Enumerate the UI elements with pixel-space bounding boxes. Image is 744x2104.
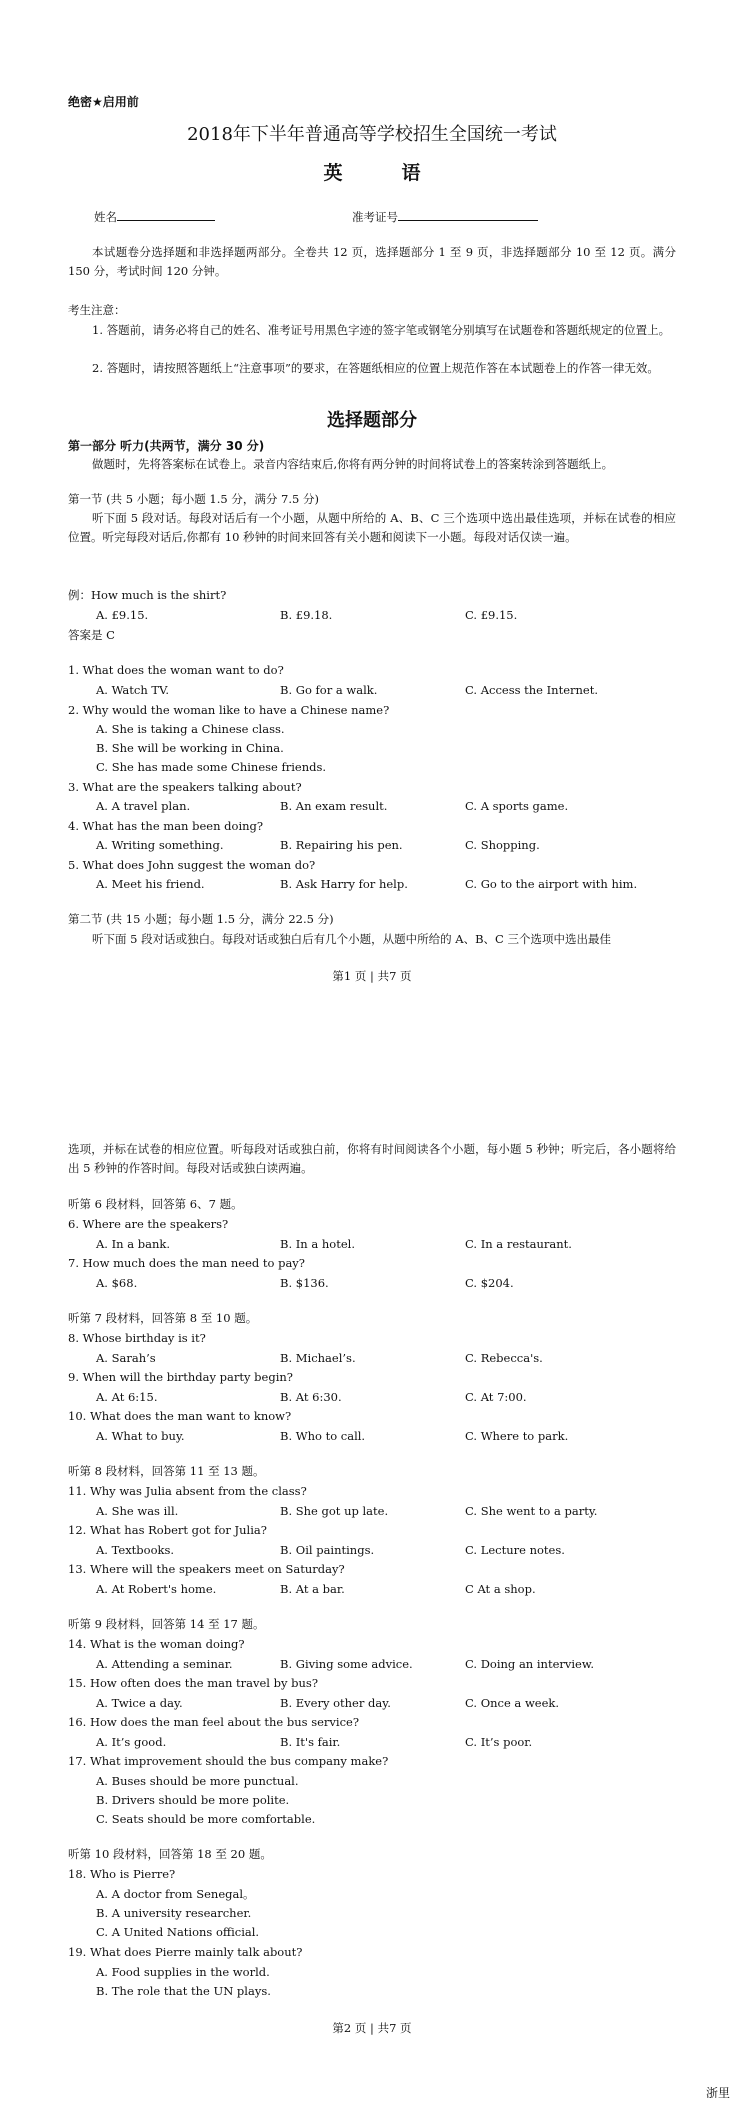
name-blank	[117, 208, 215, 221]
id-field	[352, 208, 538, 225]
material-8-heading: 听第 8 段材料，回答第 11 至 13 题。	[68, 1464, 265, 1478]
question-1: 1. What does the woman want to do?	[68, 663, 284, 677]
name-field	[94, 208, 215, 225]
q7-option-c: C. $204.	[465, 1276, 514, 1290]
notice-item-1: 1. 答题前，请务必将自己的姓名、准考证号用黑色字迹的签字笔或钢笔分别填写在试题卷和答题纸规定的位置上。	[92, 323, 671, 337]
q14-option-b: B. Giving some advice.	[280, 1657, 413, 1671]
q8-option-b: B. Michael’s.	[280, 1351, 356, 1365]
material-9-heading: 听第 9 段材料，回答第 14 至 17 题。	[68, 1617, 265, 1631]
q19-option-b: B. The role that the UN plays.	[96, 1984, 271, 1998]
q17-option-a: A. Buses should be more punctual.	[96, 1774, 299, 1788]
part1-instruction: 做题时，先将答案标在试卷上。录音内容结束后,你将有两分钟的时间将试卷上的答案转涂到答题纸上。	[92, 457, 614, 471]
q18-option-c: C. A United Nations official.	[96, 1925, 260, 1939]
q5-option-a: A. Meet his friend.	[96, 877, 205, 891]
confidential-mark: 绝密★启用前	[68, 95, 139, 109]
question-8: 8. Whose birthday is it?	[68, 1331, 206, 1345]
question-18: 18. Who is Pierre?	[68, 1867, 176, 1881]
q16-option-a: A. It’s good.	[96, 1735, 167, 1749]
question-10: 10. What does the man want to know?	[68, 1409, 292, 1423]
question-9: 9. When will the birthday party begin?	[68, 1370, 293, 1384]
q18-option-b: B. A university researcher.	[96, 1906, 252, 1920]
question-2: 2. Why would the woman like to have a Chinese name?	[68, 703, 390, 717]
intro-paragraph: 本试题卷分选择题和非选择题两部分。全卷共 12 页，选择题部分 1 至 9 页，非选择题部分 10 至 12 页。满分 150 分，考试时间 120 分钟。	[68, 245, 676, 278]
part1-title: 第一部分 听力(共两节，满分 30 分)	[68, 439, 265, 453]
q11-option-a: A. She was ill.	[96, 1504, 179, 1518]
q18-option-a: A. A doctor from Senegal。	[96, 1887, 255, 1901]
question-13: 13. Where will the speakers meet on Saturday?	[68, 1562, 345, 1576]
example-answer: 答案是 C	[68, 628, 115, 642]
q6-option-c: C. In a restaurant.	[465, 1237, 572, 1251]
q6-option-a: A. In a bank.	[96, 1237, 170, 1251]
q8-option-c: C. Rebecca's.	[465, 1351, 543, 1365]
q19-option-a: A. Food supplies in the world.	[96, 1965, 270, 1979]
q5-option-b: B. Ask Harry for help.	[280, 877, 408, 891]
notice-item-2: 2. 答题时，请按照答题纸上“注意事项”的要求，在答题纸相应的位置上规范作答在本试题卷上的作答一律无效。	[92, 361, 659, 375]
question-11: 11. Why was Julia absent from the class?	[68, 1484, 307, 1498]
example-option-a: A. £9.15.	[96, 608, 149, 622]
q12-option-c: C. Lecture notes.	[465, 1543, 565, 1557]
q2-option-c: C. She has made some Chinese friends.	[96, 760, 327, 774]
question-16: 16. How does the man feel about the bus service?	[68, 1715, 359, 1729]
q16-option-c: C. It’s poor.	[465, 1735, 533, 1749]
exam-title: 2018年下半年普通高等学校招生全国统一考试	[187, 124, 557, 145]
question-7: 7. How much does the man need to pay?	[68, 1256, 305, 1270]
question-6: 6. Where are the speakers?	[68, 1217, 229, 1231]
q1-option-c: C. Access the Internet.	[465, 683, 599, 697]
q10-option-a: A. What to buy.	[96, 1429, 185, 1443]
q10-option-c: C. Where to park.	[465, 1429, 569, 1443]
section2-instruction-cont: 选项，并标在试卷的相应位置。听每段对话或独白前，你将有时间阅读各个小题，每小题 5 秒钟；听完后，各小题将给出 5 秒钟的作答时间。每段对话或独白读两遍。	[68, 1142, 676, 1175]
q15-option-b: B. Every other day.	[280, 1696, 391, 1710]
q3-option-b: B. An exam result.	[280, 799, 388, 813]
question-4: 4. What has the man been doing?	[68, 819, 264, 833]
section1-instruction: 听下面 5 段对话。每段对话后有一个小题，从题中所给的 A、B、C 三个选项中选出最佳选项，并标在试卷的相应位置。听完每段对话后,你都有 10 秒钟的时间来回答有关小题和阅读下一小题。每段对话仅读一遍。	[68, 511, 676, 544]
example-option-b: B. £9.18.	[280, 608, 333, 622]
section1-title: 第一节 (共 5 小题；每小题 1.5 分，满分 7.5 分)	[68, 492, 319, 506]
question-17: 17. What improvement should the bus company make?	[68, 1754, 389, 1768]
question-15: 15. How often does the man travel by bus?	[68, 1676, 318, 1690]
name-label: 姓名	[94, 210, 117, 224]
question-12: 12. What has Robert got for Julia?	[68, 1523, 267, 1537]
q11-option-c: C. She went to a party.	[465, 1504, 598, 1518]
section2-title: 第二节 (共 15 小题；每小题 1.5 分，满分 22.5 分)	[68, 912, 334, 926]
question-5: 5. What does John suggest the woman do?	[68, 858, 316, 872]
q4-option-c: C. Shopping.	[465, 838, 540, 852]
section2-instruction-start: 听下面 5 段对话或独白。每段对话或独白后有几个小题，从题中所给的 A、B、C 三个选项中选出最佳	[92, 932, 611, 946]
question-19: 19. What does Pierre mainly talk about?	[68, 1945, 303, 1959]
q17-option-b: B. Drivers should be more polite.	[96, 1793, 290, 1807]
q7-option-b: B. $136.	[280, 1276, 329, 1290]
q10-option-b: B. Who to call.	[280, 1429, 366, 1443]
example-option-c: C. £9.15.	[465, 608, 518, 622]
q15-option-a: A. Twice a day.	[96, 1696, 183, 1710]
q3-option-a: A. A travel plan.	[96, 799, 191, 813]
q15-option-c: C. Once a week.	[465, 1696, 560, 1710]
question-14: 14. What is the woman doing?	[68, 1637, 245, 1651]
material-6-heading: 听第 6 段材料，回答第 6、7 题。	[68, 1197, 243, 1211]
q13-option-c: C At a shop.	[465, 1582, 536, 1596]
q1-option-b: B. Go for a walk.	[280, 683, 378, 697]
q16-option-b: B. It's fair.	[280, 1735, 341, 1749]
id-label: 准考证号	[352, 210, 398, 224]
q1-option-a: A. Watch TV.	[96, 683, 170, 697]
q14-option-c: C. Doing an interview.	[465, 1657, 594, 1671]
q9-option-c: C. At 7:00.	[465, 1390, 527, 1404]
exam-page-2	[0, 1120, 744, 2080]
material-7-heading: 听第 7 段材料，回答第 8 至 10 题。	[68, 1311, 258, 1325]
q9-option-b: B. At 6:30.	[280, 1390, 342, 1404]
q13-option-a: A. At Robert's home.	[96, 1582, 217, 1596]
q11-option-b: B. She got up late.	[280, 1504, 389, 1518]
q3-option-c: C. A sports game.	[465, 799, 569, 813]
q7-option-a: A. $68.	[96, 1276, 138, 1290]
id-blank	[398, 208, 538, 221]
page-footer-1: 第1 页 | 共7 页	[332, 969, 412, 983]
q14-option-a: A. Attending a seminar.	[96, 1657, 233, 1671]
q2-option-b: B. She will be working in China.	[96, 741, 284, 755]
q4-option-b: B. Repairing his pen.	[280, 838, 403, 852]
subject-title: 英 语	[323, 162, 441, 184]
example-question: 例：How much is the shirt?	[68, 588, 227, 602]
material-10-heading: 听第 10 段材料，回答第 18 至 20 题。	[68, 1847, 272, 1861]
page-footer-2: 第2 页 | 共7 页	[332, 2021, 412, 2035]
q4-option-a: A. Writing something.	[96, 838, 224, 852]
q12-option-b: B. Oil paintings.	[280, 1543, 375, 1557]
question-3: 3. What are the speakers talking about?	[68, 780, 302, 794]
q6-option-b: B. In a hotel.	[280, 1237, 355, 1251]
q17-option-c: C. Seats should be more comfortable.	[96, 1812, 316, 1826]
q12-option-a: A. Textbooks.	[96, 1543, 175, 1557]
q13-option-b: B. At a bar.	[280, 1582, 345, 1596]
section-title: 选择题部分	[327, 410, 417, 431]
corner-watermark: 浙里	[705, 2086, 730, 2100]
q5-option-c: C. Go to the airport with him.	[465, 877, 638, 891]
notice-title: 考生注意：	[68, 303, 126, 317]
q9-option-a: A. At 6:15.	[96, 1390, 158, 1404]
exam-page-1	[0, 0, 744, 1020]
q2-option-a: A. She is taking a Chinese class.	[96, 722, 285, 736]
q8-option-a: A. Sarah’s	[96, 1351, 156, 1365]
